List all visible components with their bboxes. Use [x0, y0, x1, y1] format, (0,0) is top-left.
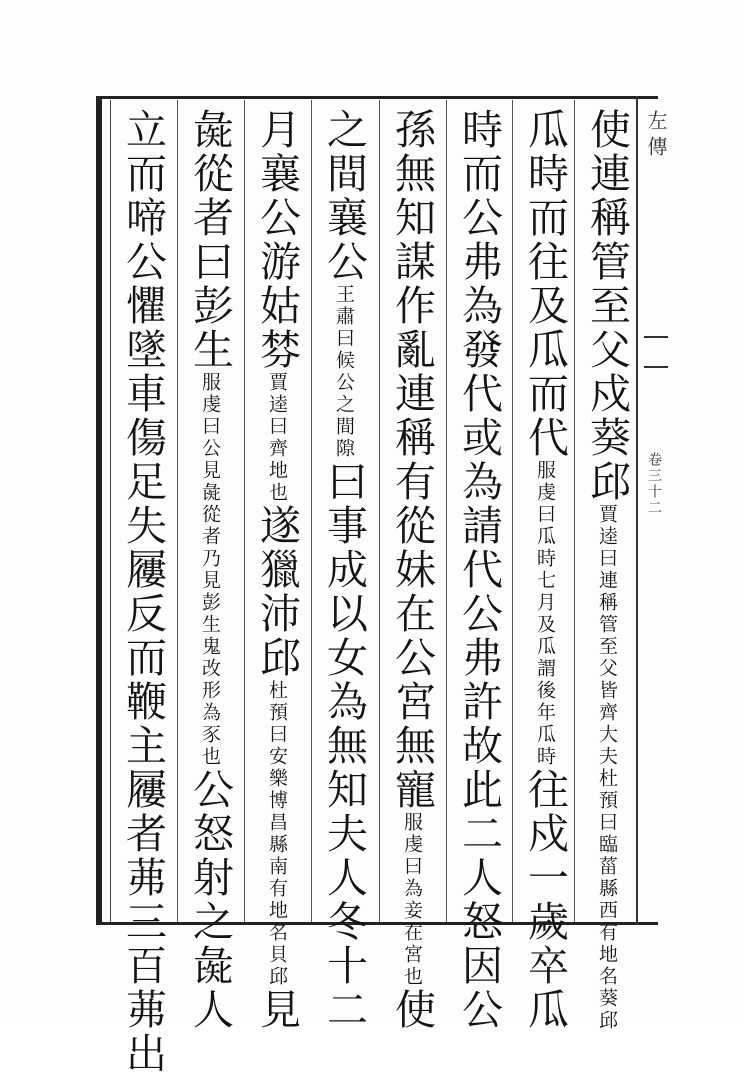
- frame-bottom-border: [98, 922, 658, 925]
- column-rule: [379, 100, 380, 922]
- commentary-note: 賈逵曰連稱管至父皆齊大夫杜預曰臨菑縣西有地名葵邱: [596, 504, 618, 1032]
- commentary-note: 賈逵曰齊地也: [266, 372, 288, 504]
- main-text: 使: [388, 988, 436, 1032]
- frame-top-border: [98, 96, 658, 99]
- main-text: 彘從者曰彭生: [186, 108, 234, 372]
- commentary-note: 王肅曰候公之間隙: [333, 284, 355, 460]
- spine-folio: 卷三十二: [646, 452, 662, 516]
- main-text: 孫無知謀作亂連稱有從妹在公宮無寵: [388, 108, 436, 812]
- main-text: 曰事成以女為無知夫人冬十二: [320, 460, 368, 1032]
- commentary-note: 服虔曰瓜時七月及瓜謂後年瓜時: [534, 460, 556, 768]
- main-text: 時而公弗為發代或為請代公弗許故此二人怒因公: [455, 108, 503, 1032]
- commentary-note: 服虔曰公見彘從者乃見彭生鬼改形為豕也: [199, 372, 221, 768]
- text-column-5: [319, 108, 369, 1032]
- text-column-3: [454, 108, 504, 1032]
- commentary-note: 杜預曰安樂博昌縣南有地名貝邱: [266, 680, 288, 988]
- main-text: 見: [253, 988, 301, 1032]
- text-column-8: [118, 108, 168, 1076]
- spine-title: 左傳: [644, 110, 668, 162]
- text-column-6: [252, 108, 302, 1032]
- text-column-2: [520, 108, 570, 1032]
- main-text: 公怒射之彘人: [186, 768, 234, 1032]
- fishtail-mark: [644, 366, 668, 368]
- fishtail-mark: [644, 336, 668, 338]
- commentary-note: 服虔曰為妾在宮也: [401, 812, 423, 988]
- column-rule: [574, 100, 575, 922]
- main-text: 遂獵沛邱: [253, 504, 301, 680]
- column-rule: [512, 100, 513, 922]
- main-text: 立而啼公懼墜車傷足失屨反而鞭主屨者茀三百茀出: [119, 108, 167, 1076]
- text-column-7: [185, 108, 235, 1032]
- main-text: 之間襄公: [320, 108, 368, 284]
- column-rule: [177, 100, 178, 922]
- text-column-4: [387, 108, 437, 1032]
- column-rule: [244, 100, 245, 922]
- frame-left-border: [96, 96, 102, 925]
- frame-inner-left-border: [110, 100, 111, 922]
- column-rule: [311, 100, 312, 922]
- text-column-1: [582, 108, 632, 1032]
- frame-right-border: [636, 96, 638, 925]
- main-text: 往戍一歲卒瓜: [521, 768, 569, 1032]
- column-rule: [446, 100, 447, 922]
- main-text: 使連稱管至父戍葵邱: [583, 108, 631, 504]
- main-text: 月襄公游姑棼: [253, 108, 301, 372]
- main-text: 瓜時而往及瓜而代: [521, 108, 569, 460]
